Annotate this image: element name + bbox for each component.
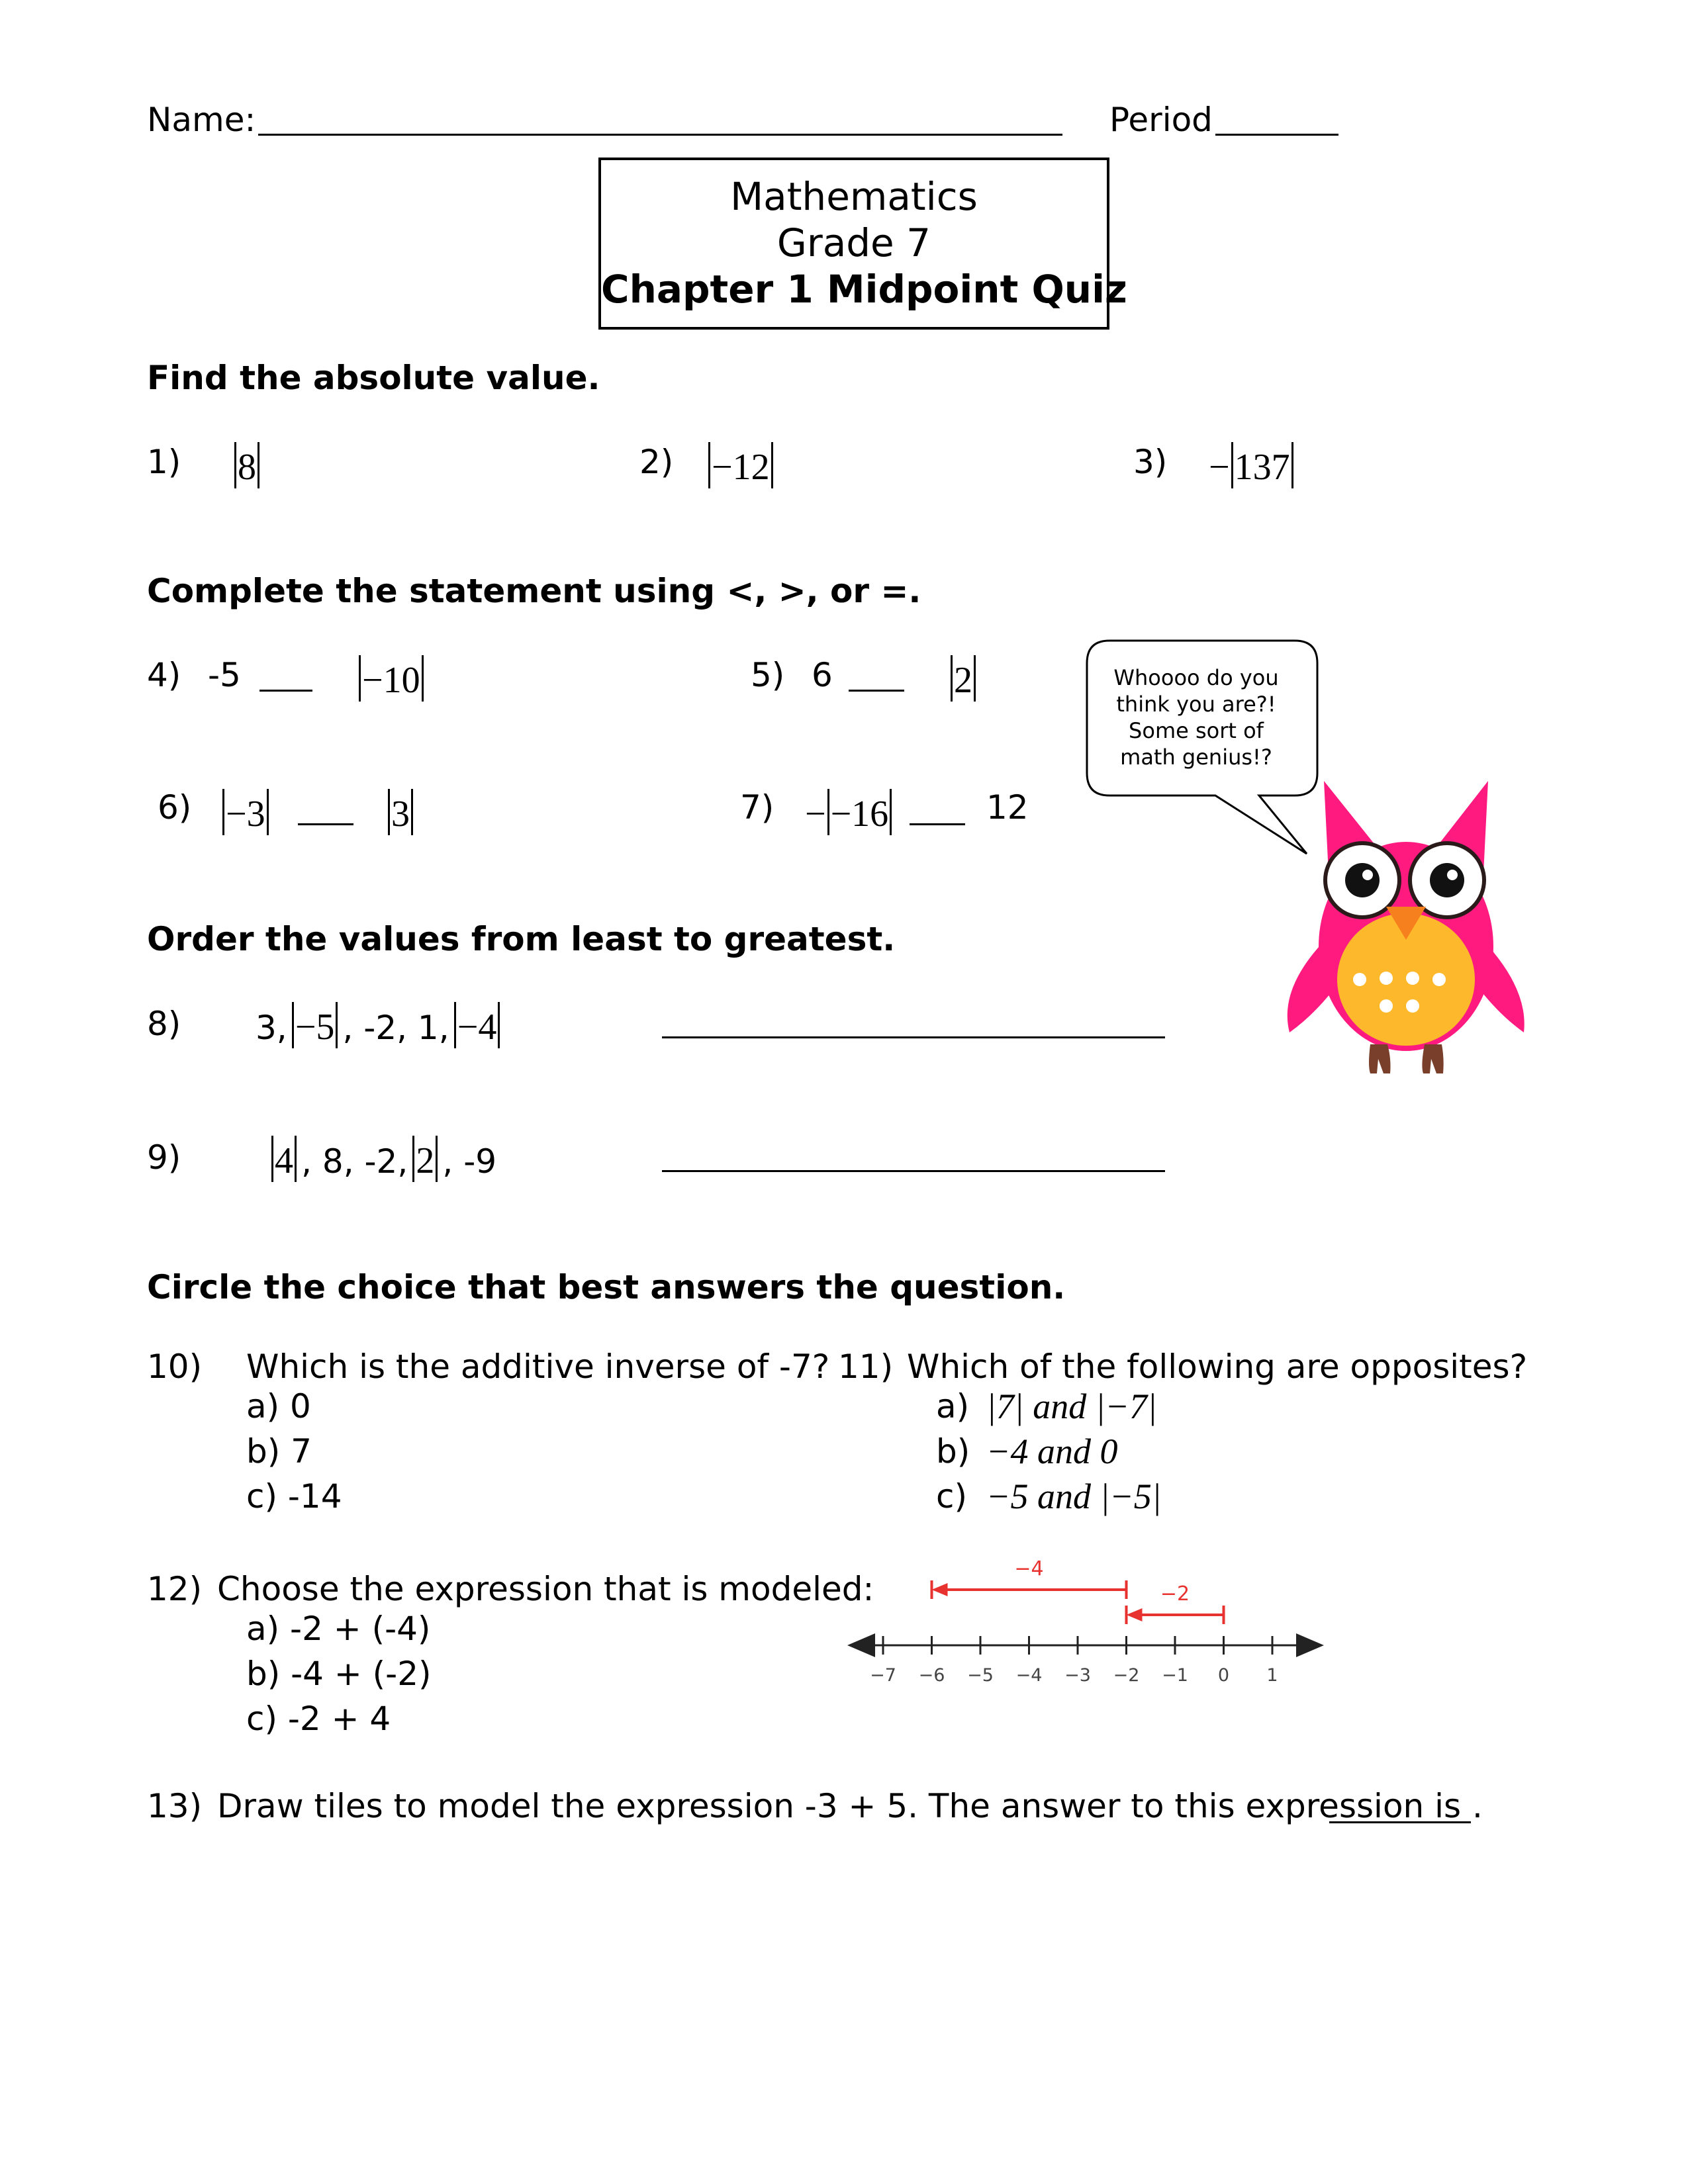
q11-choice-a-label[interactable]: a) — [936, 1387, 970, 1426]
q6-right: 3 — [387, 789, 414, 835]
number-line-arrow-minus-2-label: −2 — [1160, 1582, 1190, 1606]
number-line-tick-label: 1 — [1266, 1665, 1278, 1686]
q3-number: 3) — [1133, 443, 1168, 481]
q5-blank[interactable] — [849, 655, 904, 692]
belly-dot — [1380, 999, 1393, 1013]
section-heading-order: Order the values from least to greatest. — [147, 920, 896, 958]
number-line-tick-label: −5 — [967, 1665, 994, 1686]
q12-choice-a[interactable]: a) -2 + (-4) — [246, 1610, 431, 1648]
q11-choice-c[interactable]: −5 and |−5| — [986, 1477, 1162, 1516]
q12-question: Choose the expression that is modeled: — [217, 1570, 874, 1608]
name-label: Name: — [147, 101, 256, 139]
number-line-tick-label: −3 — [1064, 1665, 1091, 1686]
q1-expression: 8 — [233, 442, 261, 488]
q13-number: 13) — [147, 1787, 203, 1825]
q10-choice-c[interactable]: c) -14 — [246, 1477, 342, 1516]
belly-dot — [1406, 972, 1419, 985]
q4-blank[interactable] — [259, 655, 312, 692]
q12-choice-b[interactable]: b) -4 + (-2) — [246, 1655, 432, 1693]
q4-number: 4) — [147, 656, 181, 694]
q10-choice-a[interactable]: a) 0 — [246, 1387, 311, 1426]
belly-dot — [1353, 973, 1366, 986]
q8-answer-blank[interactable] — [662, 1003, 1165, 1038]
q13-period: . — [1472, 1787, 1483, 1825]
q13-text: Draw tiles to model the expression -3 + 5. The answer to this expression is — [217, 1787, 1462, 1825]
title-grade: Grade 7 — [776, 220, 931, 265]
q10-number: 10) — [147, 1347, 203, 1386]
q11-choice-b-label[interactable]: b) — [936, 1432, 970, 1471]
q13-answer-blank[interactable] — [1329, 1787, 1471, 1823]
owl-left-foot — [1369, 1044, 1391, 1073]
number-line-tick-label: −2 — [1113, 1665, 1140, 1686]
q3-expression: − 137 — [1209, 442, 1295, 488]
q1-number: 1) — [147, 443, 181, 481]
q8-number: 8) — [147, 1005, 181, 1043]
q2-number: 2) — [639, 443, 674, 481]
title-quiz: Chapter 1 Midpoint Quiz — [601, 267, 1127, 312]
q6-left: −3 — [221, 789, 270, 835]
q11-choice-c-label[interactable]: c) — [936, 1477, 967, 1516]
period-blank[interactable] — [1215, 99, 1338, 136]
period-label: Period — [1109, 101, 1213, 139]
number-line-tick-label: 0 — [1217, 1665, 1230, 1686]
owl-illustration — [1278, 768, 1542, 1099]
number-line-tick-label: −7 — [870, 1665, 896, 1686]
q4-left: -5 — [208, 656, 241, 694]
q8-values: 3, −5 , -2, 1, −4 — [256, 1002, 501, 1048]
q9-number: 9) — [147, 1138, 181, 1177]
belly-dot — [1432, 973, 1446, 986]
section-heading-absolute-value: Find the absolute value. — [147, 359, 600, 397]
q7-right: 12 — [986, 788, 1029, 827]
section-heading-compare: Complete the statement using <, >, or =. — [147, 572, 921, 610]
belly-dot — [1406, 999, 1419, 1013]
speech-bubble-text: Whoooo do you think you are?! Some sort of math genius!? — [1113, 665, 1279, 770]
q4-right: −10 — [357, 655, 425, 702]
number-line-arrow-minus-4-label: −4 — [1014, 1557, 1044, 1580]
q5-number: 5) — [751, 656, 785, 694]
q11-number: 11) — [838, 1347, 894, 1386]
q7-number: 7) — [740, 788, 774, 827]
number-line-arrow-minus-2 — [1127, 1582, 1224, 1624]
number-line-tick-label: −6 — [918, 1665, 945, 1686]
name-blank[interactable] — [258, 99, 1062, 136]
q2-expression: −12 — [707, 442, 774, 488]
q9-answer-blank[interactable] — [662, 1137, 1165, 1172]
q11-question: Which of the following are opposites? — [907, 1347, 1528, 1386]
q11-choice-a[interactable]: |7| and |−7| — [986, 1387, 1157, 1426]
title-subject: Mathematics — [730, 174, 978, 219]
number-line-model — [841, 1555, 1331, 1707]
q11-choice-b[interactable]: −4 and 0 — [986, 1432, 1118, 1471]
q6-number: 6) — [158, 788, 192, 827]
number-line-tick-label: −4 — [1015, 1665, 1043, 1686]
q12-number: 12) — [147, 1570, 203, 1608]
q6-blank[interactable] — [298, 789, 353, 825]
q7-blank[interactable] — [910, 789, 965, 825]
owl-right-foot — [1422, 1044, 1443, 1073]
q5-left: 6 — [812, 656, 833, 694]
q12-choice-c[interactable]: c) -2 + 4 — [246, 1700, 391, 1738]
q10-question: Which is the additive inverse of -7? — [246, 1347, 830, 1386]
q10-choice-b[interactable]: b) 7 — [246, 1432, 312, 1471]
section-heading-choice: Circle the choice that best answers the question. — [147, 1268, 1066, 1306]
number-line-tick-label: −1 — [1162, 1665, 1188, 1686]
q9-values: 4 , 8, -2, 2 , -9 — [270, 1136, 496, 1182]
title-box — [598, 158, 1127, 330]
number-line-arrow-minus-4 — [932, 1557, 1127, 1599]
q7-left: − −16 — [805, 789, 893, 835]
belly-dot — [1380, 972, 1393, 985]
q5-right: 2 — [949, 655, 977, 702]
